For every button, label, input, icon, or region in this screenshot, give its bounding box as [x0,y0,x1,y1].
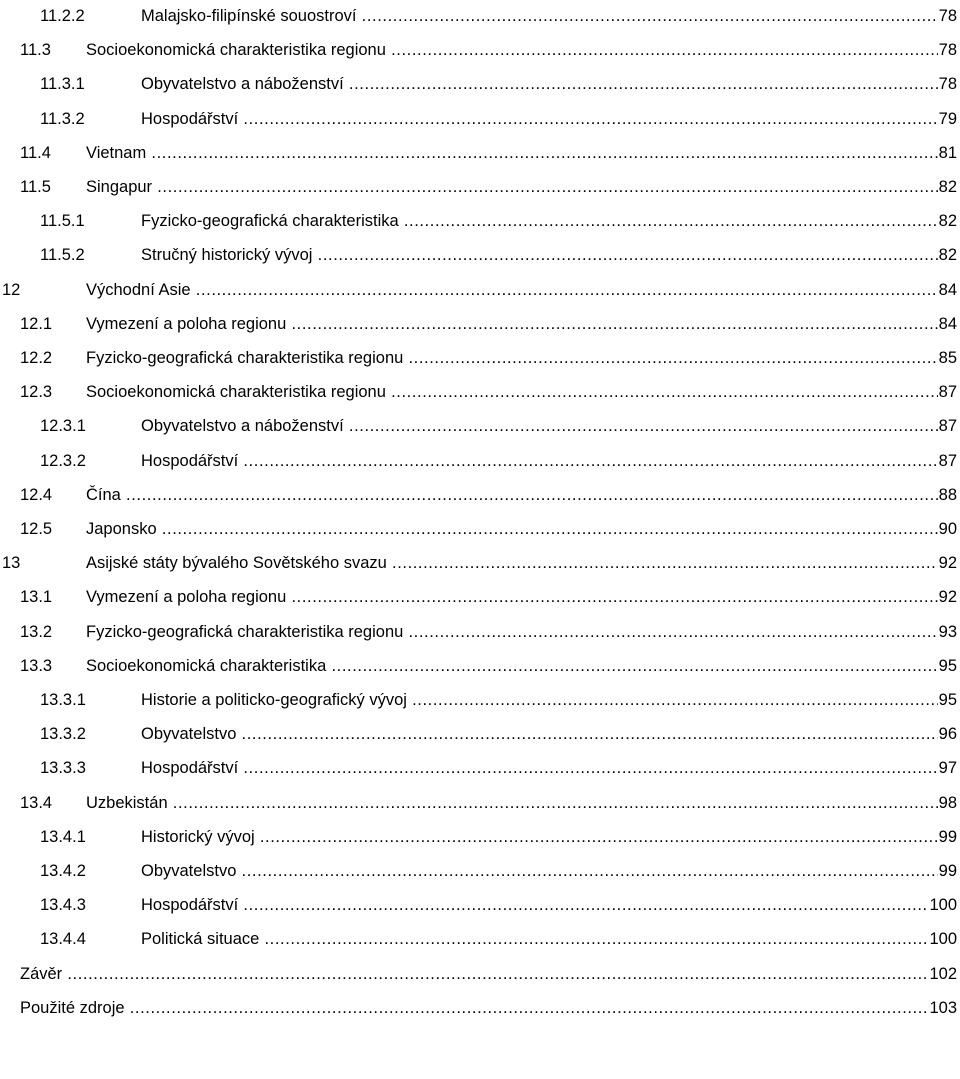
toc-entry-number: 12.4 [20,485,53,504]
toc-entry-page: 93 [938,618,957,646]
toc-entry-number: 13.1 [20,588,53,607]
toc-entry[interactable] [0,515,960,543]
toc-entry-title-text: Fyzicko-geografická charakteristika regionu [86,349,404,367]
toc-entry-page: 78 [938,2,957,30]
toc-entry[interactable] [0,447,960,475]
toc-entry[interactable] [0,994,960,1022]
toc-entry-page: 87 [938,378,957,406]
toc-entry-title-text: Uzbekistán [86,793,168,812]
toc-entry-page: 81 [938,139,957,167]
toc-entry-title-text: Socioekonomická charakteristika regionu [86,41,386,60]
toc-entry-number: 13.3.1 [40,691,86,709]
toc-entry-number: 11.4 [20,143,51,162]
toc-entry-page: 95 [938,686,957,714]
toc-entry-title [86,789,938,817]
toc-entry[interactable] [0,686,960,714]
toc-entry-page: 103 [928,994,957,1022]
toc-entry-page: 99 [938,857,957,885]
toc-entry-title [20,960,928,988]
toc-entry-page: 100 [928,925,957,953]
toc-entry-page: 84 [938,310,957,338]
toc-entry-title-text: Socioekonomická charakteristika regionu [86,383,386,402]
toc-entry-number: 13 [2,554,21,573]
toc-entry[interactable] [0,754,960,782]
toc-entry[interactable] [0,378,960,406]
toc-entry-title [86,139,938,167]
toc-entry-number: 13.3.2 [40,725,86,744]
toc-entry-title-text: Historie a politicko-geografický vývoj [141,691,407,709]
toc-entry[interactable] [0,720,960,748]
toc-entry-title-text: Fyzicko-geografická charakteristika regionu [86,622,404,641]
toc-entry-page: 99 [938,823,957,851]
toc-entry-title [20,994,928,1022]
toc-entry-title [141,105,938,133]
toc-entry-page: 102 [928,960,957,988]
toc-entry-title [141,823,938,851]
toc-entry[interactable] [0,344,960,372]
toc-entry-title [86,36,938,64]
toc-entry-page: 100 [928,891,957,919]
toc-entry-number: 12.2 [20,349,53,367]
toc-entry-number: 13.4.1 [40,827,86,846]
toc-entry-title [141,891,928,919]
toc-entry-page: 78 [938,36,957,64]
toc-entry-page: 79 [938,105,957,133]
toc-entry-title [141,207,938,235]
toc-entry-title [86,618,938,646]
toc-entry[interactable] [0,823,960,851]
toc-entry-title-text: Východní Asie [86,280,191,299]
toc-entry[interactable] [0,36,960,64]
toc-entry-number: 11.3 [20,41,51,60]
toc-entry-page: 88 [938,481,957,509]
toc-entry-number: 12.5 [20,520,53,538]
toc-entry-page: 95 [938,652,957,680]
toc-entry-title [141,412,938,440]
toc-entry-number: 13.4.2 [40,862,86,880]
toc-entry-page: 87 [938,412,957,440]
toc-entry-page: 82 [938,241,957,269]
toc-entry-page: 85 [938,344,957,372]
toc-entry-title-text: Malajsko-filipínské souostroví [141,7,357,25]
toc-entry-title-text: Singapur [86,178,153,196]
toc-entry-title-text: Hospodářství [141,109,239,128]
toc-entry-title [141,686,938,714]
toc-entry[interactable] [0,241,960,269]
toc-entry[interactable] [0,891,960,919]
toc-entry-title-text: Obyvatelstvo [141,725,237,744]
toc-entry-title-text: Vymezení a poloha regionu [86,588,287,607]
toc-entry[interactable] [0,207,960,235]
toc-entry-number: 12.3.2 [40,451,86,470]
toc-entry-title-text: Hospodářství [141,451,239,470]
toc-entry-title-text: Závěr [20,964,63,983]
toc-entry-title-text: Japonsko [86,520,157,538]
toc-entry-title-text: Obyvatelstvo [141,862,237,880]
toc-entry-number: 12.3.1 [40,417,86,436]
toc-entry-page: 84 [938,276,957,304]
toc-entry-number: 12.3 [20,383,53,402]
toc-entry[interactable] [0,310,960,338]
toc-entry-title [86,481,938,509]
toc-entry-title [141,925,928,953]
toc-entry-title [86,652,938,680]
toc-entry-number: 11.5.1 [40,212,85,231]
toc-entry-number: 12 [2,280,21,299]
toc-entry-page: 92 [938,549,957,577]
toc-entry-title [141,2,938,30]
toc-entry-title [86,515,938,543]
toc-entry-title [86,378,938,406]
toc-entry-title [141,857,938,885]
toc-entry-title [86,583,938,611]
toc-entry[interactable] [0,173,960,201]
toc-entry-title-text: Hospodářství [141,896,239,915]
toc-entry-title [141,754,938,782]
toc-entry-title [141,241,938,269]
toc-entry-title [86,276,938,304]
toc-entry-title [86,310,938,338]
toc-entry[interactable] [0,925,960,953]
toc-entry-number: 13.3.3 [40,759,86,778]
toc-entry-title-text: Čína [86,485,121,504]
toc-entry-title [141,70,938,98]
toc-entry-title-text: Fyzicko-geografická charakteristika [141,212,399,231]
toc-entry-page: 92 [938,583,957,611]
toc-entry-page: 82 [938,207,957,235]
toc-entry-title [141,447,938,475]
toc-entry-title [141,720,938,748]
toc-entry-number: 12.1 [20,314,53,333]
toc-entry-page: 82 [938,173,957,201]
toc-entry-page: 78 [938,70,957,98]
toc-entry[interactable] [0,276,960,304]
toc-entry-page: 98 [938,789,957,817]
toc-entry-number: 11.5 [20,178,51,196]
toc-entry-title-text: Hospodářství [141,759,239,778]
toc-entry-page: 90 [938,515,957,543]
toc-entry-page: 87 [938,447,957,475]
toc-entry-title-text: Historický vývoj [141,827,255,846]
toc-entry-number: 13.4.4 [40,930,86,949]
toc-entry-title-text: Vymezení a poloha regionu [86,314,287,333]
toc-entry-title-text: Politická situace [141,930,260,949]
toc-entry-number: 11.3.1 [40,75,85,94]
toc-entry-number: 11.2.2 [40,7,85,25]
toc-entry[interactable] [0,2,960,30]
toc-entry[interactable] [0,481,960,509]
toc-entry-title-text: Obyvatelstvo a náboženství [141,417,344,436]
toc-entry-title-text: Socioekonomická charakteristika [86,656,327,675]
toc-entry[interactable] [0,583,960,611]
toc-entry[interactable] [0,789,960,817]
toc-entry[interactable] [0,105,960,133]
toc-entry-title-text: Použité zdroje [20,998,125,1017]
toc-entry-title [86,549,938,577]
toc-entry-title-text: Asijské státy bývalého Sovětského svazu [86,554,387,573]
toc-entry-page: 97 [938,754,957,782]
toc-entry-number: 13.3 [20,656,53,675]
toc-entry-title-text: Obyvatelstvo a náboženství [141,75,344,94]
toc-entry[interactable] [0,857,960,885]
toc-entry[interactable] [0,618,960,646]
toc-entry-number: 13.4.3 [40,896,86,915]
toc-entry-number: 13.2 [20,622,53,641]
toc-entry-title [86,173,938,201]
toc-entry[interactable] [0,70,960,98]
toc-entry-title-text: Vietnam [86,143,147,162]
toc-entry-number: 13.4 [20,793,53,812]
toc-entry[interactable] [0,139,960,167]
toc-entry[interactable] [0,652,960,680]
toc-entry-number: 11.3.2 [40,109,85,128]
toc-entry[interactable] [0,549,960,577]
toc-entry-number: 11.5.2 [40,246,85,265]
toc-entry-title [86,344,938,372]
toc-entry-title-text: Stručný historický vývoj [141,246,313,265]
toc-entry-page: 96 [938,720,957,748]
toc-entry[interactable] [0,412,960,440]
toc-entry[interactable] [0,960,960,988]
